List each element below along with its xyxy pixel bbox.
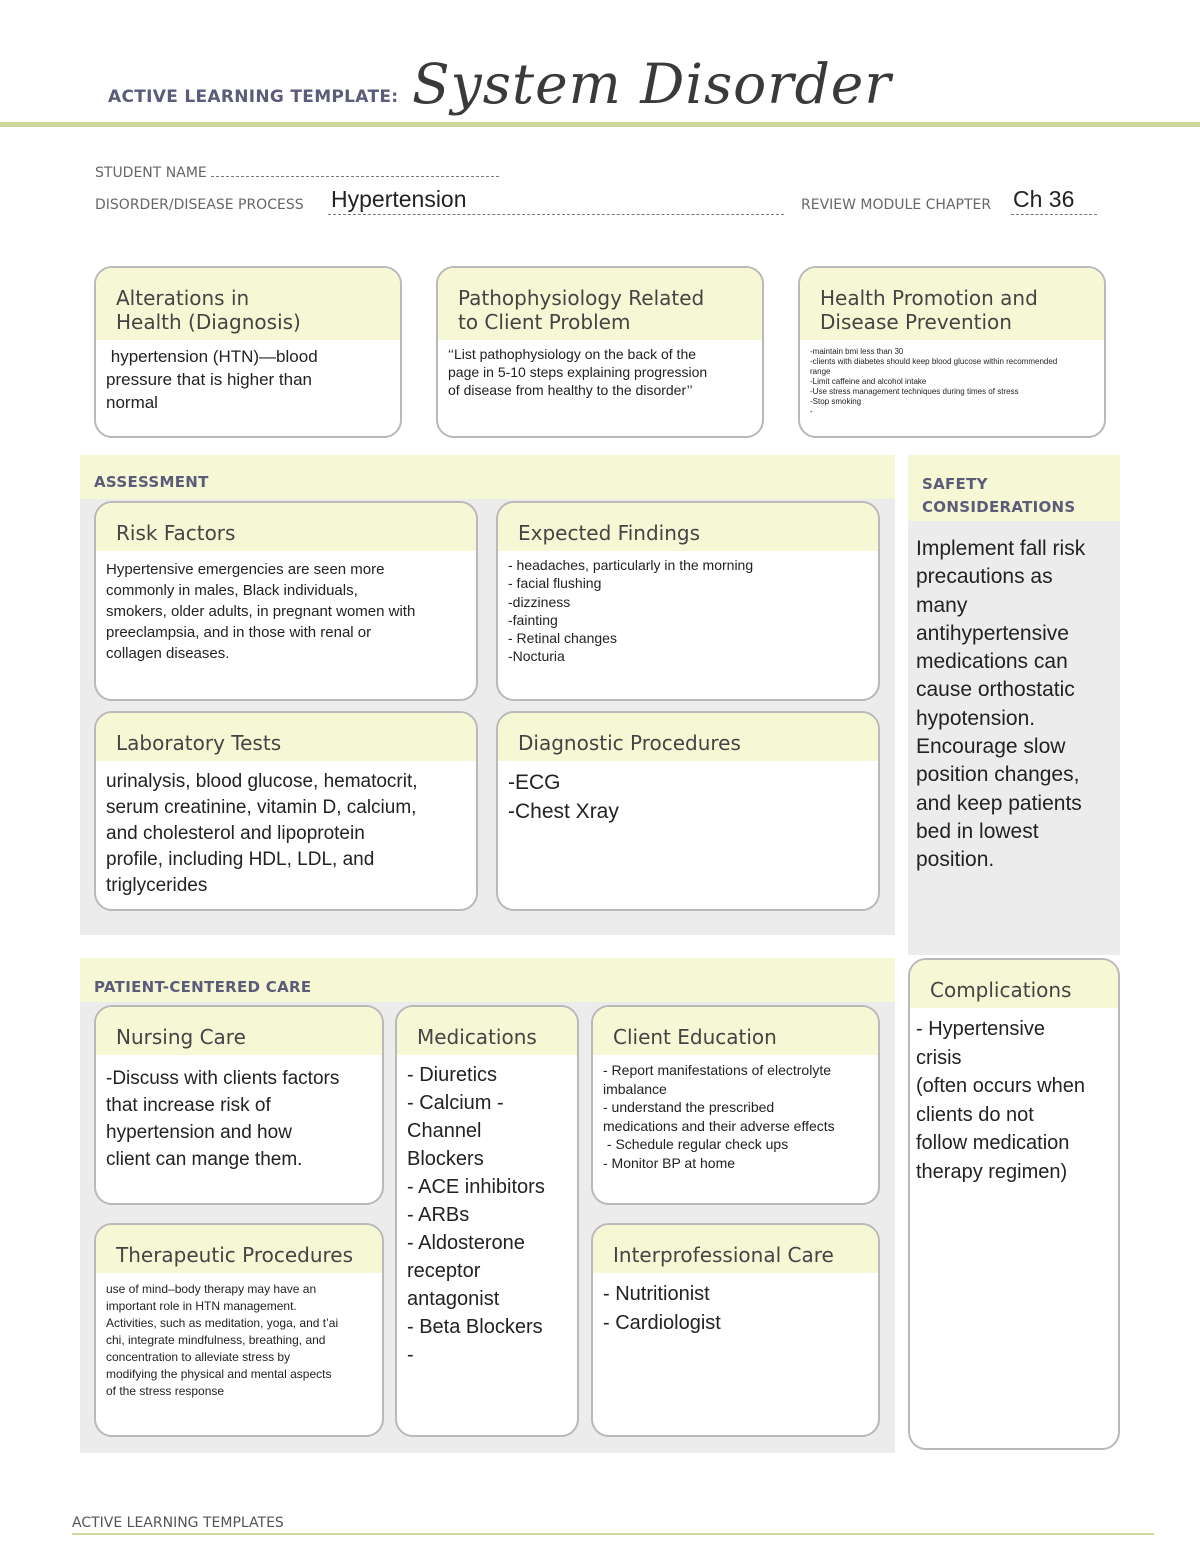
expected-findings-box	[496, 501, 880, 701]
therapeutic-procedures-box	[94, 1223, 384, 1437]
health-promotion-body[interactable]: -maintain bmi less than 30 -clients with diabetes should keep blood glucose within recommended range -Limit caffeine and alcohol intake -Use stress management techniques during times of stress -Stop smoking -	[810, 347, 1058, 416]
safety-title: SAFETY CONSIDERATIONS	[922, 475, 1076, 516]
alterations-title: Alterations in Health (Diagnosis)	[96, 268, 400, 340]
risk-factors-box	[94, 501, 478, 701]
nursing-care-body[interactable]: -Discuss with clients factors that increase risk of hypertension and how client can mange them.	[106, 1068, 340, 1170]
risk-factors-body[interactable]: Hypertensive emergencies are seen more commonly in males, Black individuals, smokers, older adults, in pregnant women with preeclampsia, and in those with renal or collagen diseases.	[106, 561, 416, 662]
laboratory-tests-title: Laboratory Tests	[96, 713, 476, 761]
laboratory-tests-body[interactable]: urinalysis, blood glucose, hematocrit, serum creatinine, vitamin D, calcium, and cholesterol and lipoprotein profile, including HDL, LDL, and triglycerides	[106, 771, 418, 896]
patient-centered-care-title: PATIENT-CENTERED CARE	[94, 978, 312, 996]
alterations-body[interactable]: hypertension (HTN)—blood pressure that is higher than normal	[106, 347, 318, 412]
footer-divider	[72, 1533, 1154, 1535]
medications-body[interactable]: - Diuretics - Calcium - Channel Blockers - ACE inhibitors - ARBs - Aldosterone receptor antagonist - Beta Blockers -	[407, 1064, 545, 1366]
chapter-label: REVIEW MODULE CHAPTER	[801, 197, 992, 213]
interprofessional-care-body[interactable]: - Nutritionist - Cardiologist	[603, 1283, 721, 1334]
interprofessional-care-box	[591, 1223, 880, 1437]
complications-body[interactable]: - Hypertensive crisis (often occurs when clients do not follow medication therapy regimen)	[916, 1018, 1085, 1183]
risk-factors-title: Risk Factors	[96, 503, 476, 551]
complications-title: Complications	[910, 960, 1118, 1008]
health-promotion-box	[798, 266, 1106, 438]
laboratory-tests-box	[94, 711, 478, 911]
nursing-care-title: Nursing Care	[96, 1007, 382, 1055]
interprofessional-care-title: Interprofessional Care	[593, 1225, 878, 1273]
disorder-label: DISORDER/DISEASE PROCESS	[95, 197, 304, 213]
expected-findings-body[interactable]: - headaches, particularly in the morning - facial flushing -dizziness -fainting - Retinal changes -Nocturia	[508, 557, 754, 665]
chapter-field[interactable]: Ch 36	[1013, 186, 1075, 212]
medications-box	[395, 1005, 579, 1437]
safety-body[interactable]: Implement fall risk precautions as many antihypertensive medications can cause orthostatic hypotension. Encourage slow position changes, and keep patients bed in lowest position.	[916, 537, 1086, 872]
client-education-body[interactable]: - Report manifestations of electrolyte imbalance - understand the prescribed medications and their adverse effects - Schedule regular check ups - Monitor BP at home	[603, 1062, 835, 1171]
header-divider	[0, 122, 1200, 127]
complications-box	[908, 958, 1120, 1450]
medications-title: Medications	[397, 1007, 577, 1055]
safety-panel	[908, 455, 1120, 955]
template-title: System Disorder	[412, 52, 892, 116]
therapeutic-procedures-title: Therapeutic Procedures	[96, 1225, 382, 1273]
client-education-box	[591, 1005, 880, 1205]
diagnostic-procedures-title: Diagnostic Procedures	[498, 713, 878, 761]
student-name-field[interactable]	[211, 176, 499, 177]
footer-label: ACTIVE LEARNING TEMPLATES	[72, 1515, 284, 1531]
pathophysiology-title: Pathophysiology Related to Client Problem	[438, 268, 762, 340]
pathophysiology-box	[436, 266, 764, 438]
template-label: ACTIVE LEARNING TEMPLATE:	[108, 87, 399, 107]
disorder-field[interactable]: Hypertension	[331, 186, 467, 212]
diagnostic-procedures-box	[496, 711, 880, 911]
client-education-title: Client Education	[593, 1007, 878, 1055]
assessment-title: ASSESSMENT	[94, 473, 209, 491]
expected-findings-title: Expected Findings	[498, 503, 878, 551]
student-name-label: STUDENT NAME	[95, 165, 207, 181]
therapeutic-procedures-body[interactable]: use of mind–body therapy may have an important role in HTN management. Activities, such as meditation, yoga, and t’ai chi, integrate mindfulness, breathing, and concentration to alleviate stress by modifying the physical and mental aspects of the stress response	[106, 1282, 339, 1398]
pathophysiology-body[interactable]: ‘‘List pathophysiology on the back of the page in 5-10 steps explaining progression of disease from healthy to the disorder’’	[448, 346, 708, 398]
nursing-care-box	[94, 1005, 384, 1205]
diagnostic-procedures-body[interactable]: -ECG -Chest Xray	[508, 771, 619, 823]
student-name-row	[95, 165, 499, 181]
alterations-box	[94, 266, 402, 438]
health-promotion-title: Health Promotion and Disease Prevention	[800, 268, 1104, 340]
